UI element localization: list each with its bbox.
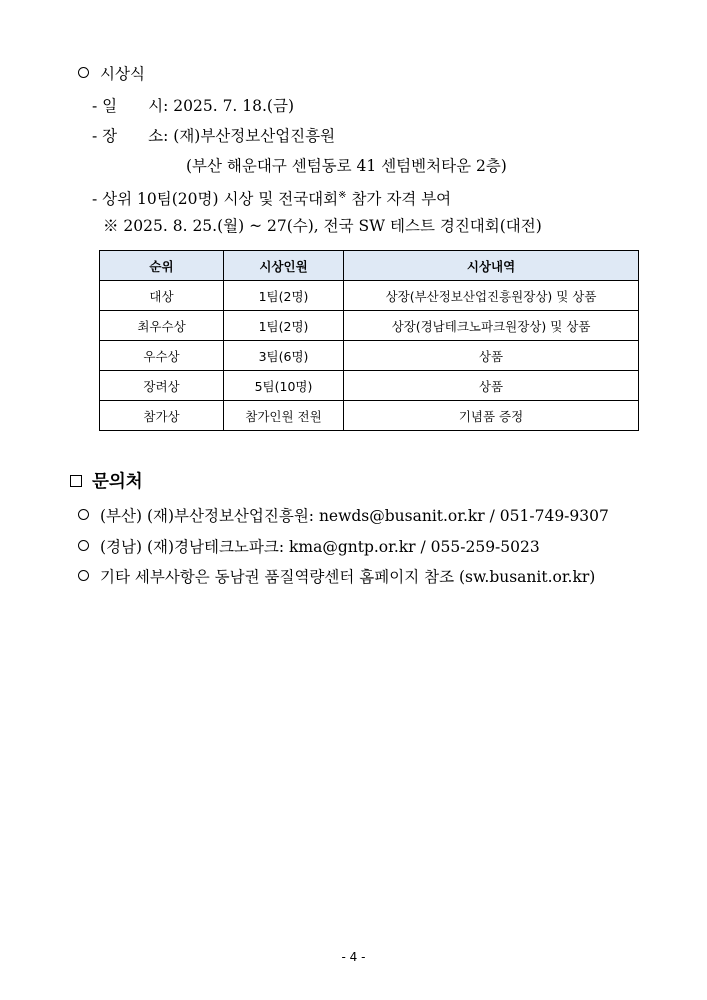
contact-item-gyeongnam xyxy=(78,537,540,557)
ceremony-date xyxy=(92,96,294,116)
ceremony-place xyxy=(92,126,335,146)
ceremony-title: 시상식 xyxy=(100,65,145,83)
cell-rank: 최우수상 xyxy=(100,311,224,341)
qualification-text: - 상위 10팀(20명) 시상 및 전국대회 xyxy=(92,190,339,208)
cell-count: 5팀(10명) xyxy=(224,371,344,401)
contact-title: 문의처 xyxy=(92,472,143,492)
date-label: - 일 시: xyxy=(92,97,174,115)
cell-rank: 우수상 xyxy=(100,341,224,371)
cell-prize: 상품 xyxy=(344,371,639,401)
table-row xyxy=(100,311,639,341)
circle-bullet-icon xyxy=(78,570,89,581)
cell-prize: 상장(경남테크노파크원장상) 및 상품 xyxy=(344,311,639,341)
cell-prize: 상장(부산정보산업진흥원장상) 및 상품 xyxy=(344,281,639,311)
table-row xyxy=(100,371,639,401)
contact-heading xyxy=(70,472,143,492)
cell-count: 1팀(2명) xyxy=(224,281,344,311)
header-rank: 순위 xyxy=(100,251,224,281)
header-prize: 시상내역 xyxy=(344,251,639,281)
circle-bullet-icon xyxy=(78,509,89,520)
cell-prize: 상품 xyxy=(344,341,639,371)
national-contest-note: ※ 2025. 8. 25.(월) ~ 27(수), 전국 SW 테스트 경진대회(대전) xyxy=(103,217,542,235)
cell-prize: 기념품 증정 xyxy=(344,401,639,431)
contact-item-busan xyxy=(78,506,609,526)
contact-text: (부산) (재)부산정보산업진흥원: newds@busanit.or.kr / 051-749-9307 xyxy=(100,507,609,525)
circle-bullet-icon xyxy=(78,67,89,78)
cell-rank: 대상 xyxy=(100,281,224,311)
reference-mark: ※ xyxy=(338,190,347,201)
cell-rank: 장려상 xyxy=(100,371,224,401)
cell-count: 참가인원 전원 xyxy=(224,401,344,431)
contact-text: (경남) (재)경남테크노파크: kma@gntp.or.kr / 055-259-5023 xyxy=(100,538,540,556)
qualification-tail: 참가 자격 부여 xyxy=(346,190,452,208)
square-bullet-icon xyxy=(70,475,82,487)
place-label: - 장 소: xyxy=(92,127,174,145)
table-row xyxy=(100,401,639,431)
cell-count: 1팀(2명) xyxy=(224,311,344,341)
page-number: - 4 - xyxy=(341,950,366,964)
date-value: 2025. 7. 18.(금) xyxy=(173,97,294,115)
contact-text: 기타 세부사항은 동남권 품질역량센터 홈페이지 참조 (sw.busanit.or.kr) xyxy=(100,568,596,586)
header-count: 시상인원 xyxy=(224,251,344,281)
award-table xyxy=(99,250,639,431)
place-address: (부산 해운대구 센텀동로 41 센텀벤처타운 2층) xyxy=(186,157,507,175)
contact-item-etc xyxy=(78,567,595,587)
table-header-row xyxy=(100,251,639,281)
table-row xyxy=(100,281,639,311)
circle-bullet-icon xyxy=(78,540,89,551)
cell-count: 3팀(6명) xyxy=(224,341,344,371)
cell-rank: 참가상 xyxy=(100,401,224,431)
ceremony-heading xyxy=(78,64,145,84)
qualification xyxy=(92,186,451,209)
table-row xyxy=(100,341,639,371)
place-value: (재)부산정보산업진흥원 xyxy=(173,127,336,145)
